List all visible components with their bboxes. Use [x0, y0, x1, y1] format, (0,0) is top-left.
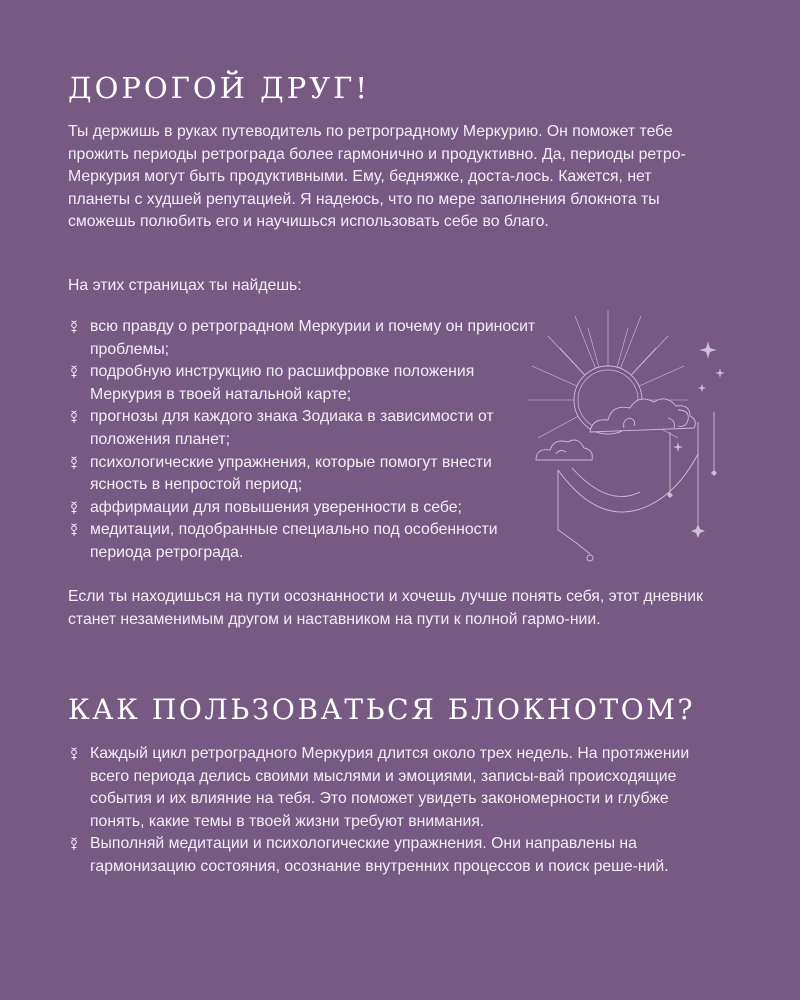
closing-paragraph: Если ты находишься на пути осознанности и хочешь лучше понять себя, этот дневник станет незаменимым другом и наставником на пути к полной гармо-нии. [68, 588, 704, 628]
intro-paragraph: Ты держишь в руках путеводитель по ретроградному Меркурию. Он поможет тебе прожить периоды ретрограда более гармонично и продуктивно. Да, периоды ретро-Меркурия могут быть продуктивными. Ему, бедняжке, доста-лось. Кажется, нет планеты с худшей репутацией. Я надеюсь, что по мере заполнения блокнота ты сможешь полюбить его и научишься использовать себе во благо. [68, 123, 686, 231]
list-item [68, 519, 548, 564]
list-item-text: медитации, подобранные специально под особенности периода ретрограда. [90, 521, 498, 561]
mercury-glyph-icon [68, 837, 80, 851]
list-item-text: подробную инструкцию по расшифровке положения Меркурия в твоей натальной карте; [90, 363, 475, 403]
list-item [68, 833, 708, 878]
mercury-glyph-icon [68, 320, 80, 334]
mercury-glyph-icon [68, 501, 80, 515]
mercury-glyph-icon [68, 456, 80, 470]
list-item-text: Выполняй медитации и психологические упражнения. Они направлены на гармонизацию состояния, осознание внутренних процессов и поиск реше-ний. [90, 835, 669, 875]
section-title-dear-friend: ДОРОГОЙ ДРУГ! [68, 71, 371, 105]
mercury-glyph-icon [68, 365, 80, 379]
section-title-how-to-use: КАК ПОЛЬЗОВАТЬСЯ БЛОКНОТОМ? [68, 693, 696, 726]
how-to-list [68, 743, 708, 879]
list-item [68, 316, 548, 361]
list-item [68, 743, 708, 833]
list-item-text: психологические упражнения, которые помогут внести ясность в непростой период; [90, 453, 492, 494]
list-item [68, 452, 548, 497]
list-item [68, 361, 548, 406]
mercury-glyph-icon [68, 523, 80, 537]
list-item [68, 497, 548, 520]
list-lead: На этих страницах ты найдешь: [68, 277, 302, 294]
list-item-text: всю правду о ретроградном Меркурии и почему он приносит проблемы; [90, 318, 536, 358]
list-item-text: прогнозы для каждого знака Зодиака в зависимости от положения планет; [90, 408, 494, 448]
contents-list [68, 316, 548, 565]
mercury-glyph-icon [68, 410, 80, 424]
list-item-text: аффирмации для повышения уверенности в себе; [90, 498, 462, 516]
list-item [68, 406, 548, 451]
mercury-glyph-icon [68, 747, 80, 761]
celestial-sun-clouds-icon [528, 292, 748, 582]
list-item-text: Каждый цикл ретроградного Меркурия длится около трех недель. На протяжении всего периода делись своими мыслями и эмоциями, записы-вай происходящие события и их влияние на тебя. Это поможет увидеть закономерности и глубже понять, какие темы в твоей жизни требуют внимания. [90, 745, 690, 830]
